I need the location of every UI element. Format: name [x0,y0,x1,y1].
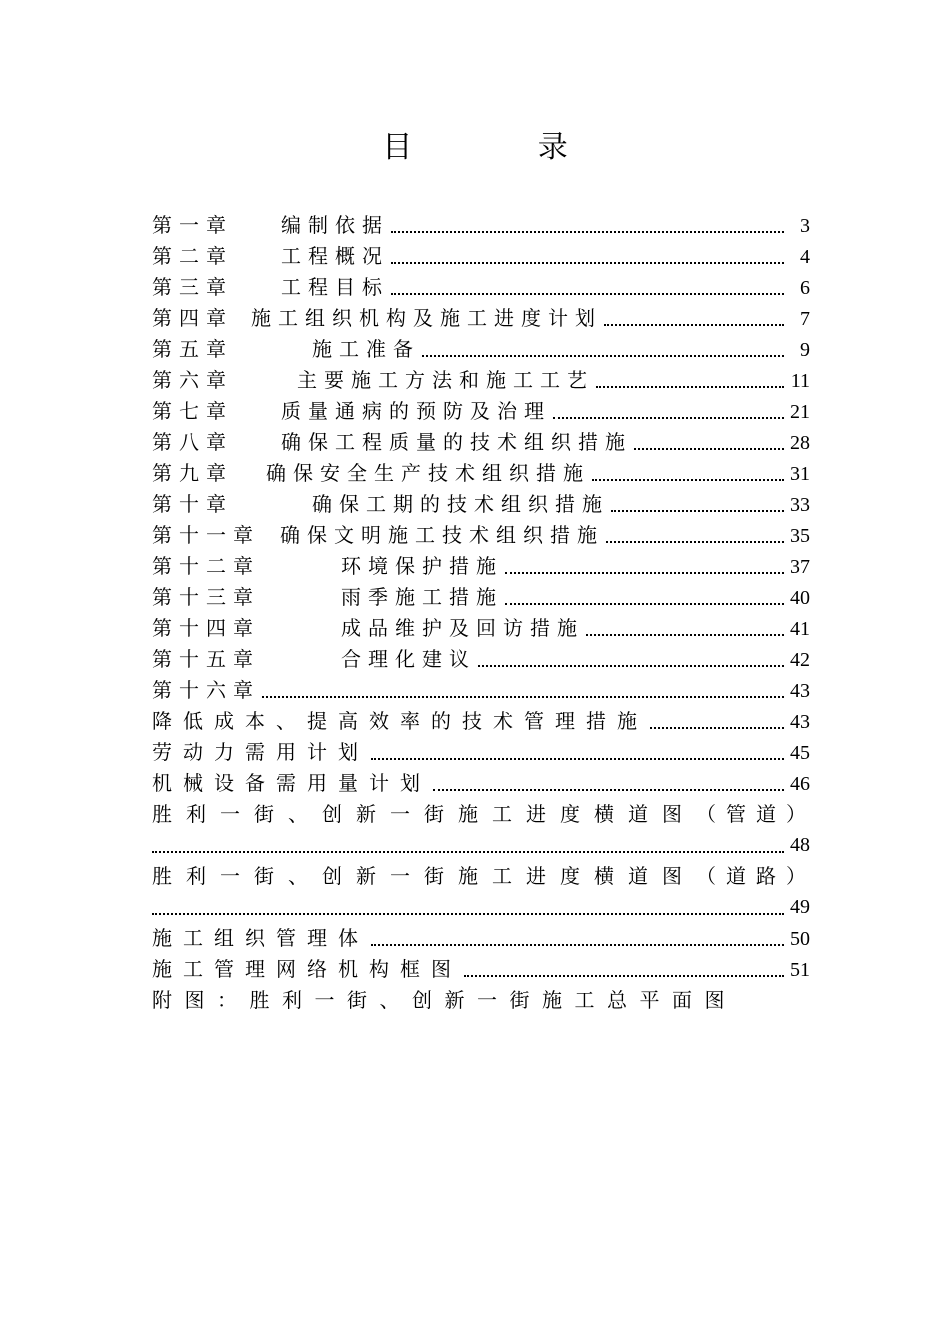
chapter-title: 确保工期的技术组织措施 [312,492,609,516]
toc-entry-gantt-pipe-leader [152,830,810,861]
dot-leader [505,603,784,605]
page-number: 43 [790,711,810,733]
toc-entry-equipment[interactable] [152,768,810,799]
page-number: 11 [790,370,810,392]
page-number: 4 [800,246,810,268]
chapter-title: 雨季施工措施 [341,585,503,609]
chapter-number: 第七章 [152,399,233,423]
page-number: 7 [800,308,810,330]
chapter-number: 第五章 [152,337,233,361]
chapter-number: 第十四章 [152,616,260,640]
toc-entry-13[interactable] [152,582,810,613]
table-of-contents [152,210,816,1016]
toc-entry-3[interactable] [152,272,810,303]
page-number: 42 [790,649,810,671]
chapter-number: 第四章 [152,306,233,330]
chapter-number: 第十五章 [152,647,260,671]
toc-entry-10[interactable] [152,489,810,520]
dot-leader [611,510,784,512]
section-subtitle: （管道） [696,802,816,826]
page-number: 37 [790,556,810,578]
chapter-number: 第十二章 [152,554,260,578]
dot-leader [391,293,784,295]
page-number: 43 [790,680,810,702]
dot-leader [152,913,784,915]
chapter-title: 确保文明施工技术组织措施 [280,523,604,547]
chapter-number: 第六章 [152,368,233,392]
page-number: 49 [790,896,810,918]
toc-entry-5[interactable] [152,334,810,365]
chapter-number: 第八章 [152,430,233,454]
toc-entry-2[interactable] [152,241,810,272]
page-number: 33 [790,494,810,516]
page-number: 9 [800,339,810,361]
toc-entry-14[interactable] [152,613,810,644]
chapter-title: 主要施工方法和施工工艺 [297,368,594,392]
dot-leader [422,355,784,357]
page-number: 35 [790,525,810,547]
dot-leader [433,789,784,791]
chapter-title: 质量通病的预防及治理 [281,399,551,423]
page-number: 45 [790,742,810,764]
toc-entry-gantt-road[interactable] [152,861,816,892]
toc-entry-11[interactable] [152,520,810,551]
toc-entry-network-chart[interactable] [152,954,810,985]
dot-leader [371,758,784,760]
toc-entry-labor[interactable] [152,737,810,768]
dot-leader [592,479,784,481]
dot-leader [391,262,784,264]
chapter-number: 第三章 [152,275,233,299]
toc-entry-15[interactable] [152,644,810,675]
dot-leader [604,324,784,326]
section-title: 胜利一街、创新一街施工进度横道图 [152,864,696,888]
dot-leader [262,696,784,698]
dot-leader [478,665,784,667]
toc-entry-cost[interactable] [152,706,810,737]
page-number: 50 [790,928,810,950]
dot-leader [371,944,784,946]
dot-leader [606,541,784,543]
chapter-number: 第十章 [152,492,233,516]
chapter-number: 第十六章 [152,678,260,702]
page-number: 48 [790,834,810,856]
chapter-title: 合理化建议 [341,647,476,671]
page-number: 51 [790,959,810,981]
toc-entry-7[interactable] [152,396,810,427]
page-number: 21 [790,401,810,423]
appendix-title: 附图：胜利一街、创新一街施工总平面图 [152,988,737,1012]
toc-entry-8[interactable] [152,427,810,458]
section-title: 劳动力需用计划 [152,740,369,764]
page-number: 3 [800,215,810,237]
section-title: 机械设备需用量计划 [152,771,431,795]
page-number: 40 [790,587,810,609]
chapter-number: 第九章 [152,461,233,485]
chapter-number: 第一章 [152,213,233,237]
section-title: 降低成本、提高效率的技术管理措施 [152,709,648,733]
chapter-title: 施工准备 [312,337,420,361]
chapter-number: 第十三章 [152,585,260,609]
dot-leader [464,975,784,977]
section-subtitle: （道路） [696,864,816,888]
toc-entry-9[interactable] [152,458,810,489]
toc-entry-management-body[interactable] [152,923,810,954]
toc-entry-12[interactable] [152,551,810,582]
chapter-title: 工程概况 [281,244,389,268]
section-title: 施工组织管理体 [152,926,369,950]
section-title: 施工管理网络机构框图 [152,957,462,981]
dot-leader [152,851,784,853]
chapter-number: 第二章 [152,244,233,268]
toc-title: 目 录 [382,130,626,165]
chapter-title: 施工组织机构及施工进度计划 [251,306,602,330]
toc-entry-16[interactable] [152,675,810,706]
page-number: 31 [790,463,810,485]
toc-entry-gantt-road-leader [152,892,810,923]
dot-leader [650,727,784,729]
dot-leader [586,634,784,636]
section-title: 胜利一街、创新一街施工进度横道图 [152,802,696,826]
chapter-title: 环境保护措施 [341,554,503,578]
dot-leader [391,231,784,233]
dot-leader [596,386,784,388]
toc-entry-1[interactable] [152,210,810,241]
toc-entry-4[interactable] [152,303,810,334]
dot-leader [634,448,784,450]
page-number: 6 [800,277,810,299]
chapter-title: 工程目标 [281,275,389,299]
toc-entry-gantt-pipe[interactable] [152,799,816,830]
chapter-title: 编制依据 [281,213,389,237]
dot-leader [505,572,784,574]
page-number: 46 [790,773,810,795]
chapter-title: 确保安全生产技术组织措施 [266,461,590,485]
page-number: 28 [790,432,810,454]
toc-entry-appendix[interactable] [152,985,810,1016]
chapter-title: 确保工程质量的技术组织措施 [281,430,632,454]
chapter-title: 成品维护及回访措施 [341,616,584,640]
dot-leader [553,417,784,419]
toc-entry-6[interactable] [152,365,810,396]
page-number: 41 [790,618,810,640]
chapter-number: 第十一章 [152,523,260,547]
